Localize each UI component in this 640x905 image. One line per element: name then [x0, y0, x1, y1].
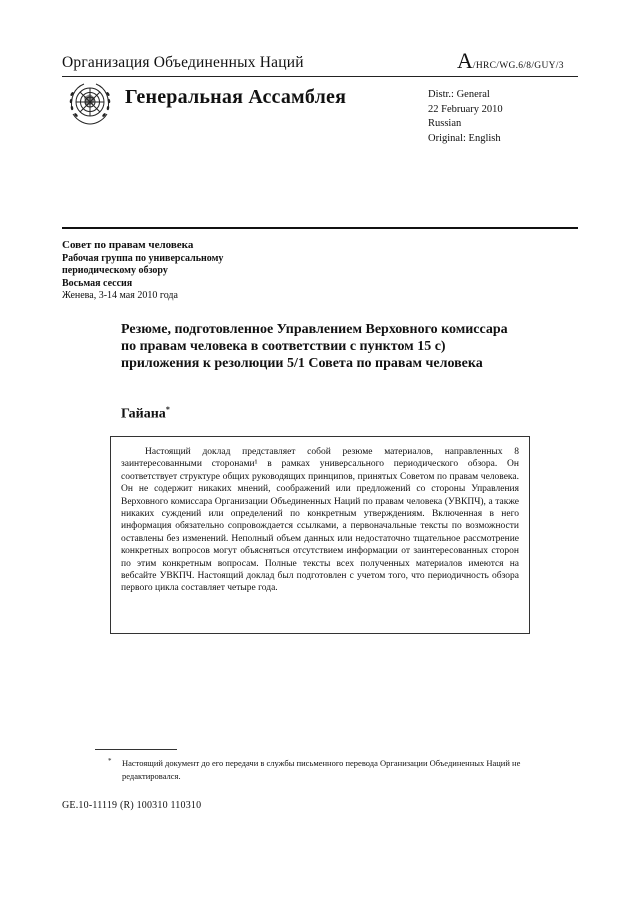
- un-emblem-icon: [64, 80, 116, 128]
- summary-box: [110, 436, 530, 634]
- distribution-original: Original: English: [428, 132, 501, 144]
- section-divider: [62, 227, 578, 229]
- footnote-rule: [95, 749, 177, 750]
- session-info: [62, 239, 223, 303]
- distribution-language: Russian: [428, 118, 462, 129]
- distribution-date: 22 February 2010: [428, 103, 503, 115]
- distribution-block: [428, 88, 503, 146]
- summary-text: Настоящий доклад представляет собой резюме материалов, направленных 8 заинтересованными сторонами¹ в рамках универсального периодического обзора. Он соответствует структуре общих руководящих принципов, принятых Советом по правам человека. Он не содержит никаких мнений, соображений или предложений со стороны Управления Верховного комиссара Организации Объединенных Наций по правам человека (УВКПЧ), а также никаких суждений или определений по конкретным утверждениям. Включенная в него информация обязательно сопровождается ссылками, а первоначальные тексты по возможности оставлены без изменений. Неполный объем данных или недостаточно тщательное рассмотрение конкретных вопросов могут объясняться отсутствием информации от заинтересованных сторон по этим конкретным вопросам. Полные тексты всех полученных материалов имеются на вебсайте УВКПЧ. Настоящий доклад был подготовлен с учетом того, что периодичность обзора первого цикла составляет четыре года.: [121, 447, 519, 594]
- job-number: GE.10-11119 (R) 100310 110310: [62, 800, 202, 811]
- session-number: Восьмая сессия: [62, 277, 133, 289]
- document-symbol: [457, 48, 564, 73]
- header-rule: [62, 76, 578, 77]
- general-assembly-title: Генеральная Ассамблея: [125, 86, 347, 108]
- organization-name: Организация Объединенных Наций: [62, 54, 304, 71]
- country-name: Гайана: [121, 406, 166, 422]
- footnote-text: Настоящий документ до его передачи в службы письменного перевода Организации Объединенных Наций не редактировался.: [122, 758, 521, 781]
- country-heading: [121, 405, 170, 423]
- working-group-line1: Рабочая группа по универсальному: [62, 252, 224, 264]
- footnote: [108, 757, 528, 782]
- document-symbol-letter: A: [457, 48, 473, 73]
- document-symbol-code: /HRC/WG.6/8/GUY/3: [472, 61, 564, 71]
- document-title: Резюме, подготовленное Управлением Верховного комиссара по правам человека в соответствии с пунктом 15 с) приложения к резолюции 5/1 Совета по правам человека: [121, 322, 508, 371]
- country-footnote-mark: *: [165, 405, 170, 414]
- distribution-status: Distr.: General: [428, 89, 490, 100]
- footnote-mark: *: [108, 757, 112, 765]
- council-name: Совет по правам человека: [62, 239, 194, 251]
- working-group-line2: периодическому обзору: [62, 265, 168, 276]
- session-place-date: Женева, 3-14 мая 2010 года: [62, 290, 178, 301]
